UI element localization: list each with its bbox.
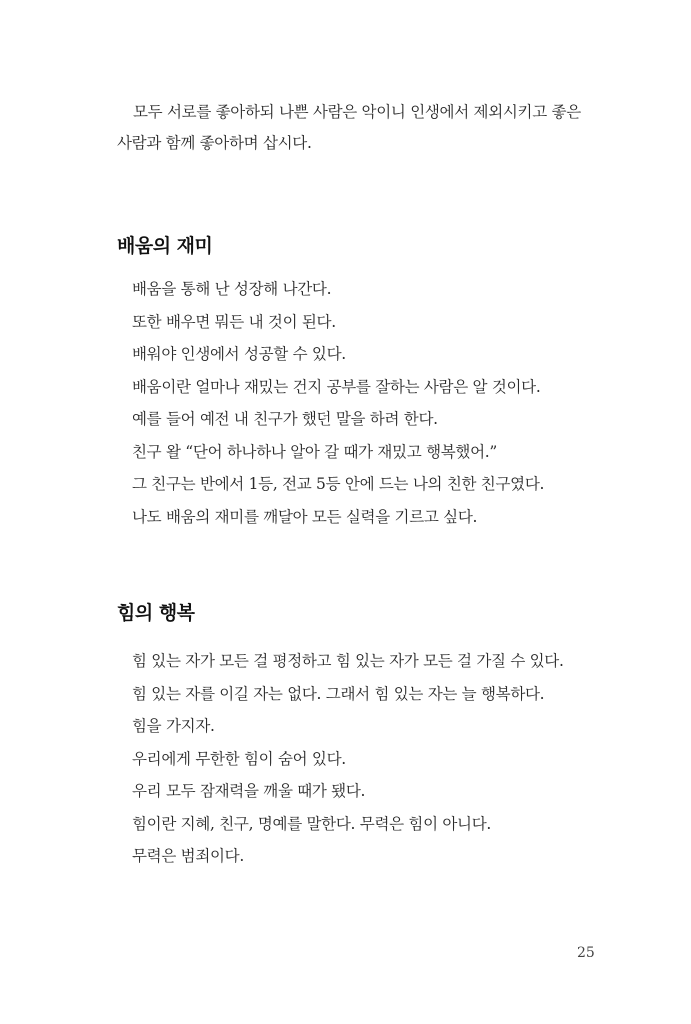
text-line: 우리에게 무한한 힘이 숨어 있다. xyxy=(132,749,346,768)
text-line: 힘 있는 자가 모든 걸 평정하고 힘 있는 자가 모든 걸 가질 수 있다. xyxy=(132,652,564,670)
intro-line-2: 사람과 함께 좋아하며 삽시다. xyxy=(117,134,312,152)
text-line: 그 친구는 반에서 1등, 전교 5등 안에 드는 나의 친한 친구였다. xyxy=(132,475,545,493)
section-body-learning xyxy=(132,273,544,533)
text-line: 배움이란 얼마나 재밌는 건지 공부를 잘하는 사람은 알 것이다. xyxy=(132,377,541,396)
text-line: 힘이란 지혜, 친구, 명예를 말한다. 무력은 힘이 아니다. xyxy=(132,814,492,833)
text-line: 예를 들어 예전 내 친구가 했던 말을 하려 한다. xyxy=(132,410,438,428)
text-line: 우리 모두 잠재력을 깨울 때가 됐다. xyxy=(132,782,366,800)
section-body-power xyxy=(132,645,564,873)
section-title-power: 힘의 행복 xyxy=(117,602,195,624)
text-line: 힘을 가지자. xyxy=(132,717,215,735)
intro-line-1: 모두 서로를 좋아하되 나쁜 사람은 악이니 인생에서 제외시키고 좋은 xyxy=(133,103,581,121)
text-line: 나도 배움의 재미를 깨달아 모든 실력을 기르고 싶다. xyxy=(132,507,478,526)
section-title-learning: 배움의 재미 xyxy=(117,235,213,257)
text-line: 배워야 인생에서 성공할 수 있다. xyxy=(132,345,346,363)
intro-paragraph xyxy=(117,97,607,159)
text-line: 또한 배우면 뭐든 내 것이 된다. xyxy=(132,312,336,331)
text-line: 무력은 범죄이다. xyxy=(132,847,244,865)
text-line: 친구 왈 “단어 하나하나 알아 갈 때가 재밌고 행복했어.” xyxy=(132,442,498,461)
text-line: 힘 있는 자를 이길 자는 없다. 그래서 힘 있는 자는 늘 행복하다. xyxy=(132,684,545,703)
page-number: 25 xyxy=(577,945,595,961)
text-line: 배움을 통해 난 성장해 나간다. xyxy=(132,280,332,298)
